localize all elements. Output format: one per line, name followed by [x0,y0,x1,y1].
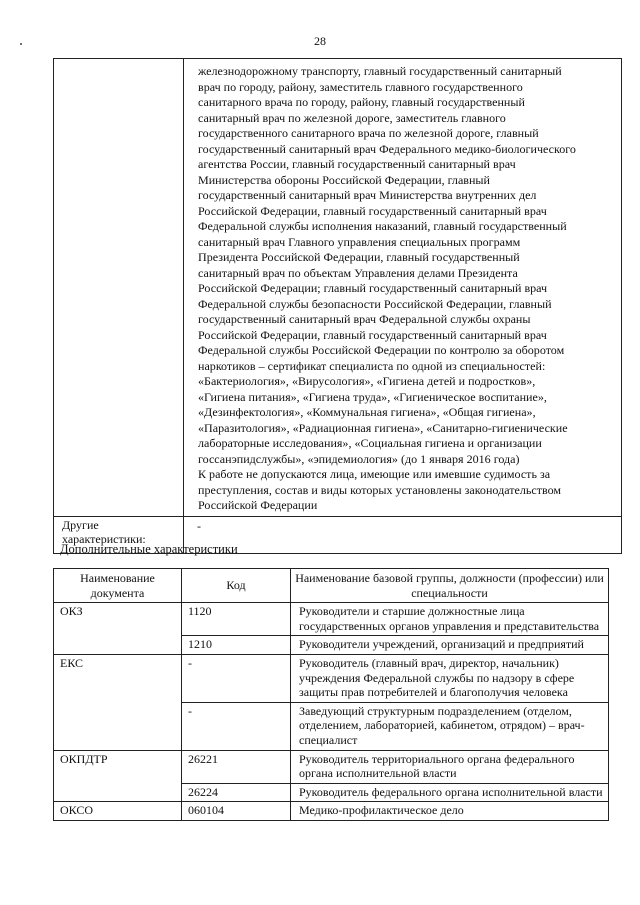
continuation-text-cell [184,59,622,517]
requirements-line: санитарный врач по железной дороге, заместитель главного [198,110,506,125]
qualification-table-continued [53,58,622,554]
occupation-name-cell: Руководитель федерального органа исполнительной власти [291,783,609,802]
code-cell: - [182,654,291,702]
table-row [54,654,609,702]
occupation-name-cell: Заведующий структурным подразделением (отделом, отделением, лабораторией, кабинетом, отрядом) – врач-специалист [291,702,609,750]
table-row [54,750,609,783]
requirements-line: Президента Российской Федерации, главный государственный [198,250,520,265]
requirements-line: государственного санитарного врача по железной дороге, главный [198,126,539,141]
requirements-line: государственный санитарный врач Федерального медико-биологического [198,141,576,156]
requirements-line: государственный санитарный врач Федеральной службы охраны [198,312,531,327]
code-cell: 1210 [182,636,291,655]
code-cell: 26224 [182,783,291,802]
continuation-row [54,59,622,517]
page-number: 28 [314,34,326,48]
document-cell: ОКСО [54,802,182,821]
requirements-line: государственный санитарный врач Министерства внутренних дел [198,188,537,203]
requirements-line: К работе не допускаются лица, имеющие или имевшие судимость за [198,467,551,482]
requirements-line: наркотиков – сертификат специалиста по одной из специальностей: [198,358,546,373]
table-row [54,802,609,821]
code-cell: 060104 [182,802,291,821]
additional-characteristics-table [53,568,609,821]
table-header-row [54,569,609,603]
table-row [54,603,609,636]
requirements-line: Министерства обороны Российской Федерации, главный [198,172,490,187]
requirements-line: лабораторные исследования», «Социальная гигиена и организации [198,436,542,451]
occupation-name-cell: Медико-профилактическое дело [291,802,609,821]
header-doc: Наименование документа [54,569,182,603]
requirements-line: агентства России, главный государственный санитарный врач [198,157,516,172]
requirements-line: Российской Федерации [198,498,318,513]
requirements-text [184,59,621,516]
requirements-line: Российской Федерации, главный государственный санитарный врач [198,327,547,342]
requirements-line: госсанэпидслужбы», «эпидемиология» (до 1 января 2016 года) [198,451,520,466]
code-cell: 1120 [182,603,291,636]
requirements-line: врач по городу, району, заместитель главного государственного [198,79,523,94]
other-characteristics-value: - [197,518,201,533]
occupation-name-cell: Руководители и старшие должностные лица государственных органов управления и представительства [291,603,609,636]
requirements-line: Федеральной службы Российской Федерации по контролю за оборотом [198,343,565,358]
document-cell: ОКЗ [54,603,182,655]
code-cell: 26221 [182,750,291,783]
requirements-line: Федеральной службы исполнения наказаний, главный государственный [198,219,567,234]
requirements-line: «Дезинфектология», «Коммунальная гигиена», «Общая гигиена», [198,405,536,420]
requirements-line: железнодорожному транспорту, главный государственный санитарный [198,64,562,78]
document-cell: ЕКС [54,654,182,750]
other-characteristics-label: Другие характеристики: [62,517,146,546]
occupation-name-cell: Руководитель территориального органа федерального органа исполнительной власти [291,750,609,783]
requirements-line: «Паразитология», «Радиационная гигиена», «Санитарно-гигиенические [198,420,568,435]
requirements-line: санитарный врач Главного управления специальных программ [198,234,521,249]
occupation-name-cell: Руководитель (главный врач, директор, начальник) учреждения Федеральной службы по надзору в сфере защиты прав потребителей и благополучия человека [291,654,609,702]
requirements-line: «Гигиена питания», «Гигиена труда», «Гигиеническое воспитание», [198,389,547,404]
header-name: Наименование базовой группы, должности (профессии) или специальности [291,569,609,603]
section-title: Дополнительные характеристики [60,542,238,556]
requirements-line: преступления, состав и виды которых установлены законодательством [198,482,562,497]
occupation-name-cell: Руководители учреждений, организаций и предприятий [291,636,609,655]
other-characteristics-value-cell [184,516,622,553]
requirements-line: Российской Федерации, главный государственный санитарный врач [198,203,547,218]
continuation-label-cell [54,59,184,517]
document-cell: ОКПДТР [54,750,182,802]
table-body [54,603,609,821]
header-code: Код [182,569,291,603]
requirements-line: санитарный врач по объектам Управления делами Президента [198,265,518,280]
code-cell: - [182,702,291,750]
requirements-line: санитарного врача по городу, району, главный государственный [198,95,525,110]
requirements-line: Российской Федерации; главный государственный санитарный врач [198,281,548,296]
requirements-line: Федеральной службы безопасности Российской Федерации, главный [198,296,552,311]
requirements-line: «Бактериология», «Вирусология», «Гигиена детей и подростков», [198,374,536,389]
